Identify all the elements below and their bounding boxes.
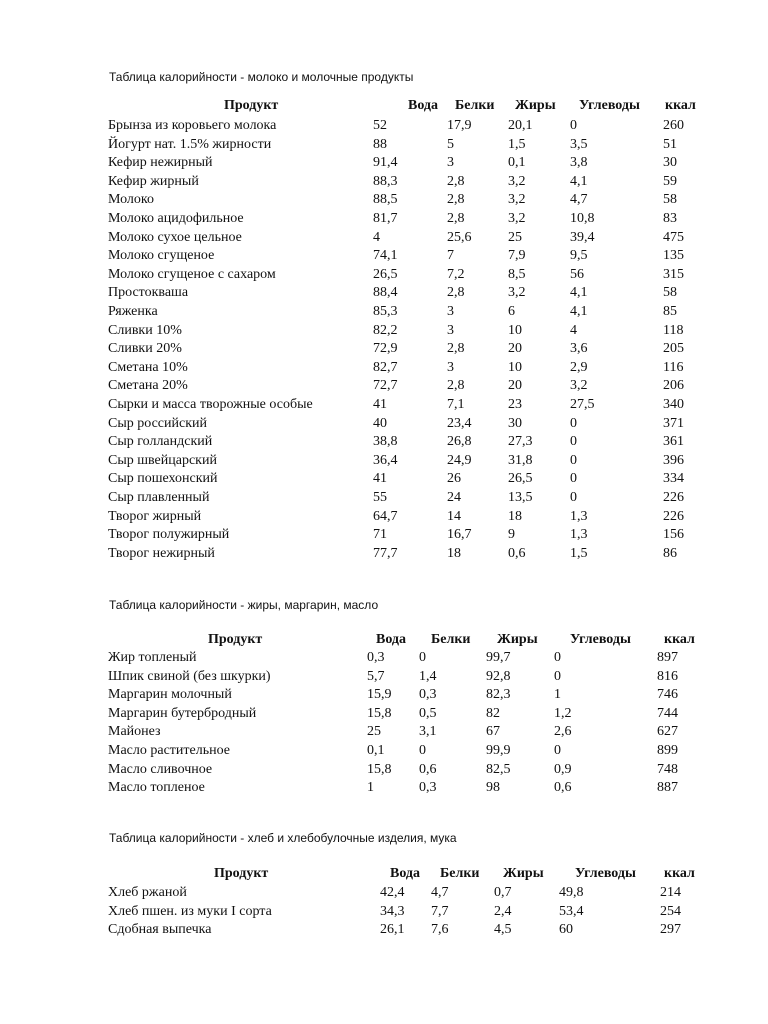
table-row xyxy=(0,303,768,321)
cell-product: Ряженка xyxy=(108,304,158,319)
cell-kcal: 340 xyxy=(663,397,684,412)
cell-fat: 82,3 xyxy=(486,687,511,703)
cell-product: Молоко сухое цельное xyxy=(108,229,242,245)
cell-protein: 5 xyxy=(447,136,454,152)
cell-product: Шпик свиной (без шкурки) xyxy=(108,668,271,684)
table-row xyxy=(0,229,768,247)
cell-carbs: 9,5 xyxy=(570,248,588,264)
cell-product: Сдобная выпечка xyxy=(108,922,212,938)
cell-fat: 25 xyxy=(508,229,522,245)
cell-carbs: 4 xyxy=(570,322,577,338)
table-row xyxy=(0,210,768,228)
cell-water: 38,8 xyxy=(373,434,398,450)
table-row xyxy=(0,415,768,433)
cell-protein: 1,4 xyxy=(419,668,437,684)
cell-protein: 2,8 xyxy=(447,192,465,208)
table-row xyxy=(0,761,768,779)
cell-water: 1 xyxy=(367,780,374,796)
cell-fat: 82 xyxy=(486,705,500,721)
table-row xyxy=(0,396,768,414)
cell-product: Кефир жирный xyxy=(108,173,199,189)
cell-kcal: 116 xyxy=(663,359,684,375)
cell-product: Хлеб ржаной xyxy=(108,885,187,900)
cell-fat: 2,4 xyxy=(494,903,512,919)
table-row xyxy=(0,705,768,723)
cell-fat: 0,6 xyxy=(508,545,526,561)
cell-product: Хлеб пшен. из муки I сорта xyxy=(108,903,272,919)
cell-fat: 98 xyxy=(486,780,500,796)
cell-protein: 0,3 xyxy=(419,780,437,796)
column-header-fat: Жиры xyxy=(503,866,544,881)
cell-fat: 9 xyxy=(508,527,515,543)
cell-kcal: 118 xyxy=(663,322,684,338)
table-row xyxy=(0,452,768,470)
cell-water: 26,1 xyxy=(380,922,405,938)
cell-kcal: 396 xyxy=(663,452,684,468)
cell-protein: 26 xyxy=(447,471,461,487)
cell-carbs: 0 xyxy=(570,434,577,450)
cell-product: Сливки 10% xyxy=(108,322,182,338)
cell-product: Сыр плавленный xyxy=(108,490,210,505)
column-header-fat: Жиры xyxy=(497,632,538,647)
cell-protein: 23,4 xyxy=(447,415,472,431)
cell-protein: 0,5 xyxy=(419,705,437,721)
cell-kcal: 334 xyxy=(663,471,684,487)
cell-product: Майонез xyxy=(108,724,161,740)
table-row xyxy=(0,173,768,191)
cell-fat: 20 xyxy=(508,341,522,357)
cell-product: Сыр голландский xyxy=(108,434,213,450)
cell-protein: 2,8 xyxy=(447,341,465,357)
cell-water: 15,8 xyxy=(367,761,392,777)
table-header-row xyxy=(0,97,768,115)
cell-carbs: 53,4 xyxy=(559,903,584,919)
cell-carbs: 27,5 xyxy=(570,397,595,412)
cell-fat: 3,2 xyxy=(508,173,526,189)
cell-kcal: 226 xyxy=(663,508,684,524)
cell-fat: 30 xyxy=(508,415,522,431)
cell-carbs: 1,3 xyxy=(570,508,588,524)
cell-kcal: 297 xyxy=(660,922,681,938)
cell-protein: 17,9 xyxy=(447,118,472,133)
table-row xyxy=(0,470,768,488)
cell-product: Сыр пошехонский xyxy=(108,471,218,487)
cell-product: Брынза из коровьего молока xyxy=(108,118,277,133)
cell-kcal: 627 xyxy=(657,724,678,740)
cell-kcal: 83 xyxy=(663,211,677,226)
cell-water: 25 xyxy=(367,724,381,740)
cell-fat: 18 xyxy=(508,508,522,524)
cell-water: 15,9 xyxy=(367,687,392,703)
cell-product: Сыр российский xyxy=(108,415,208,431)
cell-kcal: 371 xyxy=(663,415,684,431)
cell-protein: 4,7 xyxy=(431,885,449,900)
column-header-protein: Белки xyxy=(431,632,471,647)
table-row xyxy=(0,117,768,135)
table-row xyxy=(0,723,768,741)
table-header-row xyxy=(0,631,768,649)
cell-water: 81,7 xyxy=(373,211,398,226)
table-row xyxy=(0,322,768,340)
cell-fat: 20,1 xyxy=(508,118,533,133)
cell-protein: 25,6 xyxy=(447,229,472,245)
cell-protein: 0 xyxy=(419,743,426,758)
cell-product: Молоко сгущеное с сахаром xyxy=(108,266,276,282)
cell-fat: 67 xyxy=(486,724,500,740)
cell-water: 74,1 xyxy=(373,248,398,264)
cell-carbs: 1,2 xyxy=(554,705,572,721)
cell-kcal: 214 xyxy=(660,885,681,900)
table-row xyxy=(0,489,768,507)
cell-protein: 0,6 xyxy=(419,761,437,777)
cell-kcal: 86 xyxy=(663,545,677,561)
table-row xyxy=(0,340,768,358)
cell-fat: 7,9 xyxy=(508,248,526,264)
table-row xyxy=(0,191,768,209)
cell-carbs: 0,9 xyxy=(554,761,572,777)
cell-protein: 3 xyxy=(447,304,454,319)
cell-fat: 0,1 xyxy=(508,155,526,171)
cell-carbs: 4,7 xyxy=(570,192,588,208)
cell-carbs: 4,1 xyxy=(570,173,588,189)
table-row xyxy=(0,284,768,302)
cell-product: Сметана 10% xyxy=(108,359,188,375)
cell-carbs: 3,2 xyxy=(570,378,588,394)
cell-kcal: 85 xyxy=(663,304,677,319)
table-row xyxy=(0,903,768,921)
cell-water: 82,7 xyxy=(373,359,398,375)
cell-kcal: 58 xyxy=(663,285,677,301)
cell-protein: 18 xyxy=(447,545,461,561)
cell-water: 55 xyxy=(373,490,387,505)
cell-protein: 24 xyxy=(447,490,461,505)
cell-fat: 10 xyxy=(508,359,522,375)
cell-kcal: 58 xyxy=(663,192,677,208)
cell-fat: 27,3 xyxy=(508,434,533,450)
cell-fat: 92,8 xyxy=(486,668,511,684)
cell-water: 52 xyxy=(373,118,387,133)
cell-protein: 7 xyxy=(447,248,454,264)
cell-water: 15,8 xyxy=(367,705,392,721)
cell-carbs: 0 xyxy=(554,668,561,684)
cell-product: Сметана 20% xyxy=(108,378,188,394)
cell-water: 71 xyxy=(373,527,387,543)
cell-water: 64,7 xyxy=(373,508,398,524)
cell-protein: 26,8 xyxy=(447,434,472,450)
table-row xyxy=(0,668,768,686)
cell-product: Сыр швейцарский xyxy=(108,452,217,468)
cell-carbs: 1,5 xyxy=(570,545,588,561)
cell-water: 88,3 xyxy=(373,173,398,189)
cell-fat: 82,5 xyxy=(486,761,511,777)
cell-protein: 7,1 xyxy=(447,397,465,412)
column-header-product: Продукт xyxy=(224,98,279,113)
cell-protein: 7,7 xyxy=(431,903,449,919)
table-row xyxy=(0,154,768,172)
cell-carbs: 1 xyxy=(554,687,561,703)
cell-protein: 0 xyxy=(419,650,426,665)
cell-protein: 24,9 xyxy=(447,452,472,468)
cell-protein: 3 xyxy=(447,155,454,171)
cell-kcal: 51 xyxy=(663,136,677,152)
cell-water: 85,3 xyxy=(373,304,398,319)
cell-carbs: 56 xyxy=(570,266,584,282)
table-header-row xyxy=(0,865,768,883)
cell-product: Маргарин молочный xyxy=(108,687,232,703)
cell-carbs: 4,1 xyxy=(570,285,588,301)
cell-kcal: 226 xyxy=(663,490,684,505)
cell-kcal: 206 xyxy=(663,378,684,394)
cell-fat: 1,5 xyxy=(508,136,526,152)
table-row xyxy=(0,433,768,451)
cell-fat: 99,9 xyxy=(486,743,511,758)
cell-water: 36,4 xyxy=(373,452,398,468)
cell-water: 42,4 xyxy=(380,885,405,900)
cell-carbs: 0,6 xyxy=(554,780,572,796)
cell-kcal: 897 xyxy=(657,650,678,665)
cell-protein: 2,8 xyxy=(447,378,465,394)
cell-fat: 23 xyxy=(508,397,522,412)
table-title: Таблица калорийности - хлеб и хлебобулочные изделия, мука xyxy=(109,831,457,845)
cell-carbs: 0 xyxy=(554,743,561,758)
cell-carbs: 0 xyxy=(570,415,577,431)
cell-fat: 31,8 xyxy=(508,452,533,468)
cell-fat: 26,5 xyxy=(508,471,533,487)
cell-product: Жир топленый xyxy=(108,650,197,665)
table-row xyxy=(0,136,768,154)
table-row xyxy=(0,508,768,526)
cell-product: Масло растительное xyxy=(108,743,230,758)
cell-carbs: 3,5 xyxy=(570,136,588,152)
cell-product: Молоко ацидофильное xyxy=(108,211,244,226)
column-header-carbs: Углеводы xyxy=(579,98,640,113)
column-header-carbs: Углеводы xyxy=(570,632,631,647)
cell-carbs: 39,4 xyxy=(570,229,595,245)
table-row xyxy=(0,779,768,797)
cell-water: 88,5 xyxy=(373,192,398,208)
cell-kcal: 748 xyxy=(657,761,678,777)
cell-water: 88,4 xyxy=(373,285,398,301)
cell-fat: 10 xyxy=(508,322,522,338)
cell-water: 0,1 xyxy=(367,743,385,758)
cell-product: Масло топленое xyxy=(108,780,205,796)
cell-fat: 8,5 xyxy=(508,266,526,282)
column-header-carbs: Углеводы xyxy=(575,866,636,881)
cell-water: 82,2 xyxy=(373,322,398,338)
cell-kcal: 744 xyxy=(657,705,678,721)
cell-kcal: 361 xyxy=(663,434,684,450)
cell-kcal: 887 xyxy=(657,780,678,796)
cell-protein: 3,1 xyxy=(419,724,437,740)
cell-product: Творог полужирный xyxy=(108,527,230,543)
column-header-kcal: ккал xyxy=(664,866,695,881)
table-title: Таблица калорийности - молоко и молочные продукты xyxy=(109,70,414,84)
cell-kcal: 205 xyxy=(663,341,684,357)
cell-product: Кефир нежирный xyxy=(108,155,213,171)
table-row xyxy=(0,742,768,760)
column-header-water: Вода xyxy=(408,98,439,113)
cell-carbs: 49,8 xyxy=(559,885,584,900)
cell-fat: 3,2 xyxy=(508,211,526,226)
cell-water: 72,9 xyxy=(373,341,398,357)
cell-kcal: 475 xyxy=(663,229,684,245)
cell-water: 34,3 xyxy=(380,903,405,919)
table-row xyxy=(0,266,768,284)
column-header-fat: Жиры xyxy=(515,98,556,113)
table-row xyxy=(0,526,768,544)
cell-fat: 4,5 xyxy=(494,922,512,938)
cell-carbs: 0 xyxy=(570,471,577,487)
cell-kcal: 135 xyxy=(663,248,684,264)
cell-protein: 2,8 xyxy=(447,285,465,301)
cell-water: 26,5 xyxy=(373,266,398,282)
table-row xyxy=(0,686,768,704)
cell-protein: 2,8 xyxy=(447,173,465,189)
cell-protein: 2,8 xyxy=(447,211,465,226)
cell-kcal: 30 xyxy=(663,155,677,171)
cell-carbs: 1,3 xyxy=(570,527,588,543)
column-header-water: Вода xyxy=(376,632,407,647)
cell-kcal: 746 xyxy=(657,687,678,703)
column-header-water: Вода xyxy=(390,866,421,881)
column-header-kcal: ккал xyxy=(664,632,695,647)
table-row xyxy=(0,247,768,265)
cell-kcal: 156 xyxy=(663,527,684,543)
cell-product: Маргарин бутербродный xyxy=(108,705,257,721)
cell-protein: 3 xyxy=(447,359,454,375)
cell-water: 88 xyxy=(373,136,387,152)
table-row xyxy=(0,649,768,667)
cell-kcal: 59 xyxy=(663,173,677,189)
cell-carbs: 0 xyxy=(570,490,577,505)
table-row xyxy=(0,545,768,563)
cell-water: 77,7 xyxy=(373,545,398,561)
cell-product: Творог нежирный xyxy=(108,545,215,561)
cell-carbs: 0 xyxy=(570,118,577,133)
cell-carbs: 3,8 xyxy=(570,155,588,171)
cell-protein: 7,2 xyxy=(447,266,465,282)
cell-fat: 13,5 xyxy=(508,490,533,505)
cell-water: 4 xyxy=(373,229,380,245)
table-row xyxy=(0,377,768,395)
column-header-product: Продукт xyxy=(208,632,263,647)
cell-water: 91,4 xyxy=(373,155,398,171)
cell-product: Масло сливочное xyxy=(108,761,213,777)
cell-protein: 3 xyxy=(447,322,454,338)
cell-protein: 14 xyxy=(447,508,461,524)
cell-protein: 0,3 xyxy=(419,687,437,703)
cell-fat: 3,2 xyxy=(508,285,526,301)
table-title: Таблица калорийности - жиры, маргарин, масло xyxy=(109,598,379,612)
cell-fat: 0,7 xyxy=(494,885,512,900)
column-header-kcal: ккал xyxy=(665,98,696,113)
cell-carbs: 2,6 xyxy=(554,724,572,740)
cell-fat: 20 xyxy=(508,378,522,394)
cell-fat: 99,7 xyxy=(486,650,511,665)
table-row xyxy=(0,921,768,939)
cell-kcal: 816 xyxy=(657,668,678,684)
cell-product: Творог жирный xyxy=(108,508,202,524)
cell-water: 41 xyxy=(373,471,387,487)
cell-product: Молоко xyxy=(108,192,154,208)
cell-water: 0,3 xyxy=(367,650,385,665)
cell-carbs: 0 xyxy=(570,452,577,468)
cell-carbs: 0 xyxy=(554,650,561,665)
cell-kcal: 315 xyxy=(663,266,684,282)
cell-fat: 3,2 xyxy=(508,192,526,208)
cell-carbs: 3,6 xyxy=(570,341,588,357)
cell-product: Сливки 20% xyxy=(108,341,182,357)
cell-kcal: 899 xyxy=(657,743,678,758)
cell-water: 5,7 xyxy=(367,668,385,684)
cell-product: Сырки и масса творожные особые xyxy=(108,397,313,412)
cell-product: Простокваша xyxy=(108,285,189,301)
cell-water: 40 xyxy=(373,415,387,431)
cell-water: 41 xyxy=(373,397,387,412)
cell-kcal: 254 xyxy=(660,903,681,919)
cell-carbs: 10,8 xyxy=(570,211,595,226)
column-header-product: Продукт xyxy=(214,866,269,881)
cell-water: 72,7 xyxy=(373,378,398,394)
cell-fat: 6 xyxy=(508,304,515,319)
cell-kcal: 260 xyxy=(663,118,684,133)
table-row xyxy=(0,359,768,377)
cell-carbs: 4,1 xyxy=(570,304,588,319)
column-header-protein: Белки xyxy=(455,98,495,113)
cell-carbs: 60 xyxy=(559,922,573,938)
cell-product: Йогурт нат. 1.5% жирности xyxy=(108,136,272,152)
column-header-protein: Белки xyxy=(440,866,480,881)
cell-protein: 16,7 xyxy=(447,527,472,543)
cell-carbs: 2,9 xyxy=(570,359,588,375)
cell-product: Молоко сгущеное xyxy=(108,248,215,264)
cell-protein: 7,6 xyxy=(431,922,449,938)
table-row xyxy=(0,884,768,902)
